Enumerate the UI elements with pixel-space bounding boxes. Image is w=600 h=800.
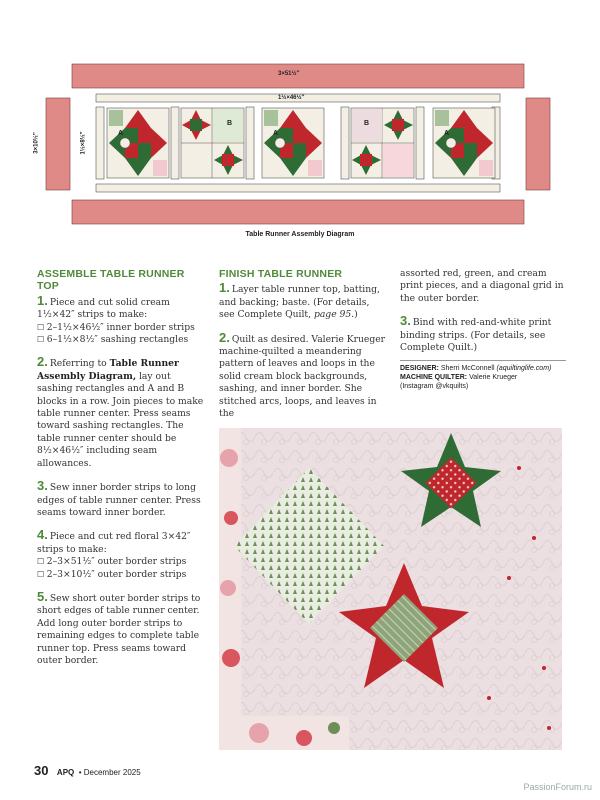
inner-short-dimension: 1½×8½″ [80,131,87,155]
block-b [351,108,414,178]
block-a-label: A [118,130,124,137]
block-a-label: A [444,130,450,137]
step: 4. Piece and cut red floral 3×42″ strips to make: [37,527,191,555]
step: 1. Piece and cut solid cream 1½×42″ strips to make: [37,292,170,321]
outer-border-right [526,98,550,190]
block-a-label: A [273,130,279,137]
list-item: ☐ 2–1½×46½″ inner border strips [37,322,209,334]
sashing-rect [341,107,349,179]
credits [400,364,566,391]
inner-long-dimension: 1½×46½″ [278,95,305,101]
list-item: ☐ 2–3×51½″ outer border strips [37,556,209,568]
block-b-label: B [364,120,370,127]
page-number: 30 [34,763,49,778]
quilter-social: (Instagram @vkquilts) [400,383,469,391]
block-b-label: B [227,120,233,127]
column-finish [219,268,387,430]
quilt-photo [219,428,562,750]
step: 5. Sew short outer border strips to short edges of table runner center. Add long outer border strips to remaining edges to complete table runner top. Press seams toward outer border. [37,588,201,666]
step: 1. Layer table runner top, batting, and backing; baste. (For details, see Complete Quilt, page 95.) [219,280,380,321]
step: 2. Referring to Table Runner Assembly Diagram, lay out sashing rectangles and A and B blocks in a row. Join pieces to make table runner center. Press seams toward sashing rectangles. The table runner center should be 8½×46½″ including seam allowances. [37,354,204,469]
sashing-rect [96,107,104,179]
outer-border-left [46,98,70,190]
list-item: ☐ 6–1½×8½″ sashing rectangles [37,334,209,346]
magazine-name: APQ [56,768,75,777]
step: 2. Quilt as desired. Valerie Krueger machine-quilted a meandering pattern of leaves and loops in the solid cream block backgrounds, sashing, and inner border. She stitched arcs, loops, and leaves in the [219,329,386,420]
outer-short-dimension: 3×10½″ [33,132,40,154]
cut-list [37,556,209,581]
block-b [181,108,244,178]
assembly-diagram-svg [28,58,560,238]
assembly-diagram [28,58,560,238]
step-continued: assorted red, green, and cream print pieces, and a diagonal grid in the outer border. [400,268,564,304]
sashing-rect [416,107,424,179]
column-assemble [37,268,209,677]
step: 3. Bind with red-and-white print binding strips. (For details, see Complete Quilt.) [400,313,552,354]
outer-border-bottom [72,200,524,224]
block-a [433,108,495,178]
credits-divider [400,360,566,361]
cut-list [37,322,209,347]
sashing-rect [246,107,254,179]
quilter-credit: MACHINE QUILTER: Valerie Krueger [400,374,518,382]
page-footer [34,762,141,780]
watermark: PassionForum.ru [523,782,592,792]
inner-border-bottom [96,184,500,192]
section-heading: ASSEMBLE TABLE RUNNER TOP [37,268,185,293]
section-heading: FINISH TABLE RUNNER [219,268,343,280]
column-finish-continued [400,268,566,391]
sashing-rect [171,107,179,179]
list-item: ☐ 2–3×10½″ outer border strips [37,569,209,581]
designer-credit: DESIGNER: Sherri McConnell (aquiltinglife.com) [400,365,552,373]
block-a [107,108,169,178]
quilt-photo-svg [219,428,562,750]
issue-date: • December 2025 [78,768,141,777]
block-a [262,108,324,178]
outer-long-dimension: 3×51½″ [278,71,300,77]
step: 3. Sew inner border strips to long edges of table runner center. Press seams toward inner border. [37,478,201,518]
diagram-caption: Table Runner Assembly Diagram [245,231,355,238]
